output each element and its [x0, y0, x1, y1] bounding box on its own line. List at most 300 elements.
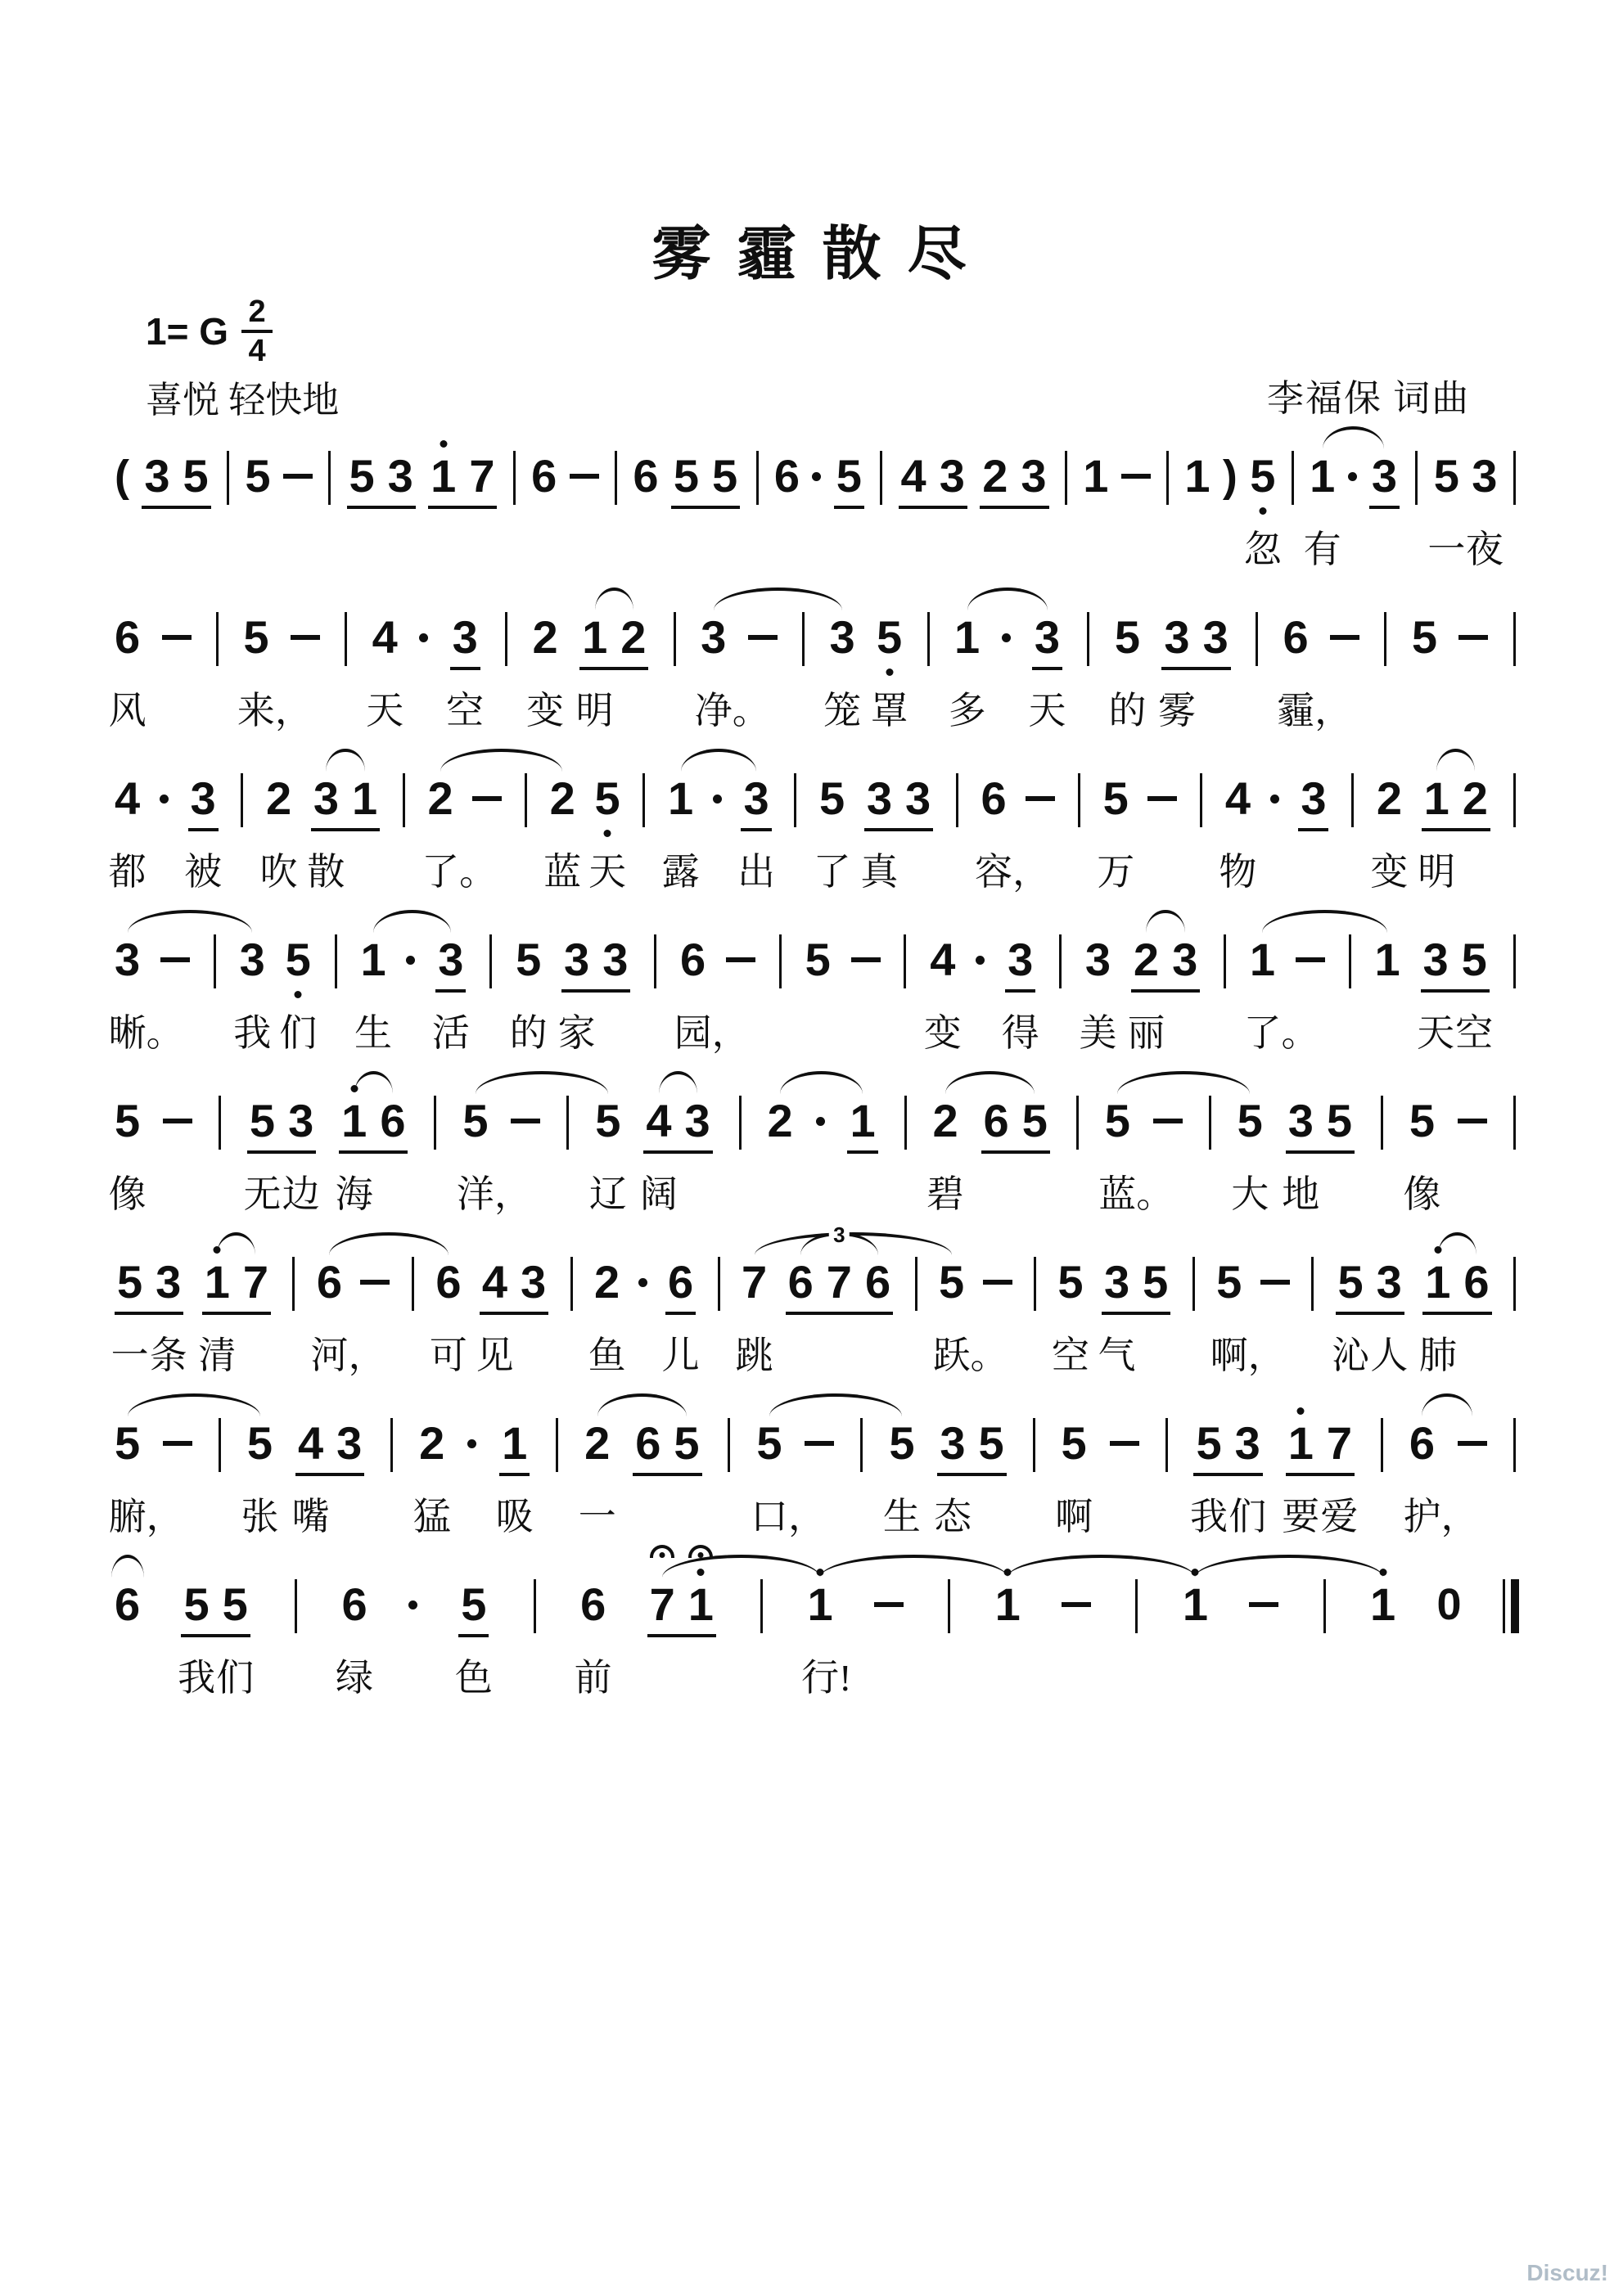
note-digit: 6	[864, 1256, 891, 1308]
barline	[904, 934, 906, 988]
duration-dash	[472, 796, 502, 801]
note-digit: 6	[316, 1256, 343, 1308]
beam-group	[864, 773, 933, 831]
lyric-syllable: 明	[575, 690, 614, 732]
slur	[780, 1071, 863, 1094]
barline	[403, 773, 405, 827]
slur	[326, 749, 364, 772]
slur	[820, 1555, 1008, 1578]
note	[1083, 451, 1108, 502]
barline	[525, 773, 527, 827]
note-digit: 1	[850, 1095, 876, 1146]
beam-group	[435, 934, 466, 993]
lyric-syllable: 吹	[259, 851, 298, 893]
note-digit: 5	[117, 1256, 143, 1308]
barline	[779, 934, 782, 988]
barline	[615, 451, 617, 505]
note-digit: 2	[620, 611, 647, 663]
slur	[329, 1232, 448, 1255]
note-digit: 2	[982, 450, 1008, 502]
note-digit: 3	[1034, 611, 1061, 663]
barline	[956, 773, 958, 827]
note	[1423, 934, 1449, 985]
note-digit: 7	[469, 450, 495, 502]
note	[865, 1257, 890, 1308]
beam-group	[1286, 1418, 1355, 1476]
note-digit: 6	[580, 1578, 606, 1630]
note-digit: 5	[246, 1417, 273, 1469]
note-digit: 4	[372, 611, 398, 663]
barline	[642, 773, 645, 827]
note	[1370, 1579, 1395, 1630]
note-digit: 6	[341, 1578, 367, 1630]
lyric-syllable: 猛	[413, 1496, 451, 1537]
lyric-syllable: 风	[108, 690, 147, 732]
slur	[128, 1393, 260, 1416]
lyric-syllable: 雾	[1157, 690, 1196, 732]
note	[805, 934, 831, 985]
beam-group	[1336, 1257, 1404, 1315]
note	[533, 612, 558, 663]
note-digit: 6	[380, 1095, 406, 1146]
note	[117, 1257, 142, 1308]
note-digit: 3	[156, 1256, 182, 1308]
lyric-syllable: 明	[1418, 851, 1456, 893]
slur	[1195, 1555, 1382, 1578]
slur	[681, 749, 757, 772]
lyric-syllable: 肺	[1418, 1335, 1457, 1376]
barline	[794, 773, 796, 827]
note	[115, 1096, 140, 1146]
note	[1250, 451, 1275, 502]
duration-dash	[1330, 635, 1359, 640]
barline	[390, 1418, 393, 1472]
note-digit: 6	[981, 772, 1007, 824]
duration-dash	[1110, 1441, 1139, 1446]
beam-group	[847, 1096, 877, 1154]
augmentation-dot	[160, 795, 169, 804]
note-digit: 6	[435, 1256, 462, 1308]
augmentation-dot	[1348, 472, 1357, 481]
slur	[1008, 1555, 1195, 1578]
note	[1203, 612, 1229, 663]
beam-group	[142, 451, 210, 509]
slur	[217, 1232, 255, 1255]
augmentation-dot	[812, 472, 821, 481]
duration-dash	[1121, 474, 1151, 479]
note	[981, 773, 1006, 824]
note	[954, 612, 980, 663]
slur	[354, 1071, 393, 1094]
note	[756, 1418, 782, 1469]
note	[435, 1257, 461, 1308]
note	[633, 451, 658, 502]
note-digit: 5	[938, 1256, 965, 1308]
beam-group	[937, 1418, 1006, 1476]
note	[1103, 773, 1129, 824]
note	[461, 1579, 486, 1630]
note-digit: 1	[502, 1417, 528, 1469]
note-digit: 5	[1216, 1256, 1242, 1308]
note	[419, 1418, 444, 1469]
note	[684, 1096, 710, 1146]
beam-group	[1298, 773, 1328, 831]
note-digit: 6	[115, 1578, 141, 1630]
beam-group	[741, 773, 771, 831]
note-digit: 5	[1326, 1095, 1353, 1146]
note	[1022, 1096, 1048, 1146]
note	[298, 1418, 323, 1469]
note	[1057, 1257, 1083, 1308]
note	[620, 612, 646, 663]
lyric-syllable: 丽	[1127, 1012, 1165, 1054]
note-digit: 6	[1463, 1256, 1490, 1308]
note-digit: 5	[805, 934, 831, 985]
lyric-syllable: 海	[335, 1173, 373, 1215]
score-line	[115, 413, 1519, 574]
note	[877, 612, 902, 663]
duration-dash	[360, 1280, 390, 1285]
note-digit: 5	[516, 934, 542, 985]
lyric-syllable: 绿	[336, 1657, 374, 1699]
lyric-syllable: 来，	[237, 690, 313, 732]
barline	[674, 612, 676, 666]
note-digit: 7	[1326, 1417, 1353, 1469]
lyric-syllable: 我	[178, 1657, 216, 1699]
lyric-syllable: 得	[1001, 1012, 1039, 1054]
lyric-syllable: 口，	[750, 1496, 826, 1537]
beam-group	[561, 934, 630, 993]
lyric-syllable: 变	[923, 1012, 962, 1054]
note	[1338, 1257, 1364, 1308]
note-digit: 3	[743, 772, 769, 824]
note-digit: 5	[461, 1578, 487, 1630]
lyric-syllable: 活	[431, 1012, 470, 1054]
duration-dash	[983, 1280, 1012, 1285]
barline	[335, 934, 337, 988]
duration-dash	[1153, 1119, 1183, 1123]
note-digit: 5	[1411, 611, 1437, 663]
slur	[440, 749, 562, 772]
beam-group	[633, 1418, 701, 1476]
note	[1377, 773, 1402, 824]
note	[688, 1579, 714, 1630]
duration-dash	[160, 957, 190, 962]
augmentation-dot	[713, 795, 722, 804]
lyric-syllable: 吸	[495, 1496, 534, 1537]
note	[191, 773, 216, 824]
note	[982, 451, 1008, 502]
beam-group	[188, 773, 219, 831]
beam-group	[428, 451, 497, 509]
barline	[1078, 773, 1080, 827]
note-digit: 5	[1433, 450, 1459, 502]
note	[995, 1579, 1021, 1630]
note-digit: 5	[1143, 1256, 1169, 1308]
lyric-syllable: 边	[282, 1173, 320, 1215]
notation-row	[115, 773, 1519, 831]
note	[743, 773, 769, 824]
barline	[654, 934, 656, 988]
note	[223, 1579, 248, 1630]
barline	[412, 1257, 414, 1311]
note	[380, 1096, 405, 1146]
lyric-syllable: 爱	[1320, 1496, 1359, 1537]
note	[582, 612, 607, 663]
note-digit: 2	[532, 611, 558, 663]
beam-group	[311, 773, 380, 831]
note	[266, 773, 291, 824]
barline	[1033, 1418, 1035, 1472]
note-digit: 3	[829, 611, 855, 663]
augmentation-dot	[408, 1600, 417, 1609]
lyric-syllable: 沁	[1332, 1335, 1370, 1376]
lyric-syllable: 真	[860, 851, 899, 893]
score-line	[108, 736, 1519, 897]
note	[595, 1096, 620, 1146]
note-digit: 3	[288, 1095, 314, 1146]
note-digit: 3	[701, 611, 727, 663]
note-digit: 1	[204, 1256, 230, 1308]
lyric-syllable: 空	[446, 690, 485, 732]
duration-dash	[726, 957, 755, 962]
note	[115, 773, 140, 824]
note	[594, 1257, 620, 1308]
barline	[513, 451, 516, 505]
note-digit: 5	[1196, 1417, 1222, 1469]
time-signature	[241, 296, 273, 367]
note-digit: 3	[1371, 450, 1398, 502]
note-digit: 5	[115, 1095, 141, 1146]
note	[341, 1096, 367, 1146]
note	[674, 451, 699, 502]
beam-group	[450, 612, 480, 670]
duration-dash	[805, 1441, 834, 1446]
slur	[373, 910, 451, 933]
slur	[597, 1393, 687, 1416]
song-title: 雾 霾 散 尽	[651, 222, 972, 287]
note-digit: 5	[1114, 611, 1141, 663]
note-digit: 5	[1061, 1417, 1087, 1469]
note-digit: 3	[866, 772, 892, 824]
note	[1172, 934, 1197, 985]
key-signature	[146, 296, 273, 367]
lyric-syllable: 物	[1219, 851, 1257, 893]
lyric-syllable: 天	[588, 851, 627, 893]
symbol: (	[115, 452, 129, 501]
duration-dash	[283, 474, 313, 479]
beam-group	[786, 1257, 893, 1315]
note	[602, 934, 628, 985]
note-digit: 7	[649, 1578, 675, 1630]
duration-dash	[1458, 1119, 1487, 1123]
note	[905, 773, 931, 824]
slur	[1262, 910, 1387, 933]
note	[1283, 612, 1309, 663]
note-digit: 1	[1374, 934, 1400, 985]
note	[243, 612, 268, 663]
barline	[1513, 773, 1516, 827]
note	[313, 773, 339, 824]
note	[1035, 612, 1060, 663]
note	[1463, 1257, 1489, 1308]
note-digit: 5	[1021, 1095, 1048, 1146]
lyric-syllable: 我	[233, 1012, 272, 1054]
note	[1375, 934, 1400, 985]
octave-down-dot	[1259, 507, 1266, 515]
note-digit: 3	[239, 934, 265, 985]
note-digit: 1	[351, 772, 378, 824]
fraction-bar	[241, 330, 273, 333]
augmentation-dot	[638, 1278, 647, 1287]
lyric-syllable: 辽	[588, 1173, 627, 1215]
barline	[1256, 612, 1258, 666]
lyric-syllable: 河，	[310, 1335, 386, 1376]
barline	[1065, 451, 1067, 505]
beam-group	[1286, 1096, 1355, 1154]
beam-group	[834, 451, 864, 509]
note-digit: 1	[1287, 1417, 1314, 1469]
composer-credit: 李福保 词曲	[1267, 378, 1471, 419]
note	[1310, 451, 1335, 502]
note	[240, 934, 265, 985]
barline	[1192, 1257, 1195, 1311]
note	[245, 451, 270, 502]
lyric-syllable: 一	[110, 1335, 149, 1376]
note-digit: 2	[427, 772, 453, 824]
augmentation-dot	[467, 1439, 476, 1448]
barline	[292, 1257, 295, 1311]
note-digit: 2	[266, 772, 292, 824]
note	[1463, 773, 1488, 824]
note	[1134, 934, 1159, 985]
barline	[214, 934, 216, 988]
lyric-syllable: 生	[354, 1012, 393, 1054]
note-digit: 6	[531, 450, 557, 502]
beam-group	[579, 612, 648, 670]
note-digit: 5	[183, 1578, 210, 1630]
lyric-syllable: 净。	[694, 690, 770, 732]
note-digit: 7	[742, 1256, 768, 1308]
lyric-syllable: 嘴	[291, 1496, 330, 1537]
lyric-syllable: 啊，	[1210, 1335, 1286, 1376]
note	[674, 1418, 699, 1469]
note-digit: 4	[1224, 772, 1251, 824]
note-digit: 5	[1102, 772, 1129, 824]
beam-group	[458, 1579, 489, 1637]
note	[1372, 451, 1397, 502]
note-digit: 5	[1104, 1095, 1130, 1146]
note	[788, 1257, 814, 1308]
note-digit: 1	[1369, 1578, 1396, 1630]
score-line	[108, 1058, 1519, 1219]
note-digit: 6	[1409, 1417, 1436, 1469]
note-digit: 5	[818, 772, 845, 824]
barline	[570, 1257, 573, 1311]
tempo-marking: 喜悦 轻快地	[146, 380, 340, 421]
note-digit: 4	[298, 1417, 324, 1469]
barline	[1381, 1096, 1383, 1150]
lyric-syllable: 天	[1028, 690, 1066, 732]
note	[1377, 1257, 1402, 1308]
note	[388, 451, 413, 502]
barline	[927, 612, 930, 666]
note-digit: 4	[115, 772, 141, 824]
lyric-syllable: 蓝	[543, 851, 582, 893]
note-digit: 1	[1425, 1256, 1451, 1308]
duration-dash	[1260, 1280, 1290, 1285]
note	[521, 1257, 546, 1308]
note-digit: 5	[1250, 450, 1276, 502]
barline	[219, 1418, 221, 1472]
note-digit: 5	[889, 1417, 915, 1469]
note-digit: 3	[190, 772, 216, 824]
notation-row	[115, 612, 1519, 670]
slur	[769, 1393, 902, 1416]
lyric-syllable: 被	[184, 851, 223, 893]
note	[1183, 1579, 1208, 1630]
note	[462, 1096, 488, 1146]
note-digit: 5	[183, 450, 209, 502]
lyric-syllable: 的	[509, 1012, 548, 1054]
beam-group	[347, 451, 416, 509]
note-digit: 6	[668, 1256, 694, 1308]
note	[247, 1418, 273, 1469]
beam-group	[1369, 451, 1400, 509]
slur	[1323, 426, 1385, 449]
note	[584, 1418, 610, 1469]
slur	[1117, 1071, 1250, 1094]
note-digit: 3	[1376, 1256, 1402, 1308]
slur	[595, 588, 633, 610]
notation-row	[115, 934, 1519, 993]
barline	[1351, 773, 1354, 827]
barline	[915, 1257, 917, 1311]
augmentation-dot	[1270, 795, 1279, 804]
score-line	[108, 897, 1519, 1058]
slur	[1438, 1232, 1476, 1255]
note-digit: 3	[564, 934, 590, 985]
barline	[434, 1096, 436, 1150]
note	[550, 773, 575, 824]
note	[1424, 773, 1449, 824]
barline	[1513, 934, 1516, 988]
note	[650, 1579, 675, 1630]
duration-dash	[291, 635, 320, 640]
lyric-syllable: 们	[216, 1657, 255, 1699]
note	[1409, 1418, 1435, 1469]
note	[250, 1096, 275, 1146]
barline	[345, 612, 347, 666]
note	[930, 934, 955, 985]
lyric-syllable: 跃。	[932, 1335, 1008, 1376]
slur	[945, 1071, 1035, 1094]
lyric-syllable: 散	[307, 851, 345, 893]
barline	[1381, 1418, 1383, 1472]
note	[939, 1257, 964, 1308]
lyric-syllable: 们	[1229, 1496, 1267, 1537]
barline	[948, 1579, 950, 1633]
beam-group	[1422, 773, 1490, 831]
duration-dash	[851, 957, 881, 962]
beam-group	[115, 1257, 183, 1315]
note	[819, 773, 845, 824]
note	[482, 1257, 507, 1308]
lyric-syllable: 前	[574, 1657, 612, 1699]
lyric-syllable: 美	[1079, 1012, 1117, 1054]
note-digit: 6	[680, 934, 706, 985]
barline	[760, 1579, 763, 1633]
